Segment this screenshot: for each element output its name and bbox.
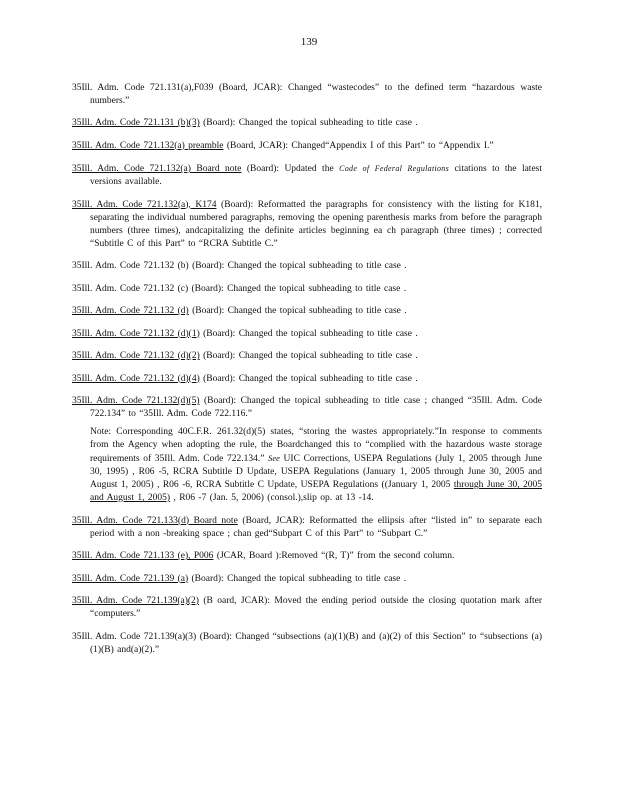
entry-text: (Board, JCAR): Reformatted the ellipsis after “listed in” to separate each period with a non -breaking space ; chan ged“Subpart C of this Part” to “Subpart C.” — [90, 515, 542, 539]
see-signal: See — [268, 453, 280, 463]
note-text: Note: Corresponding 40C.F.R. 261.32(d)(5) states, “storing the wastes appropriately.”In response to comments from the Agency when adopting the rule, the Boardchanged this to “complied with the hazardous waste storage requirements of 35Ill. Adm. Code 722.134.” — [90, 427, 542, 464]
list-item — [72, 595, 542, 621]
entry-text: (Board, JCAR): Changed “wastecodes” to the defined term “hazardous waste numbers.” — [90, 82, 542, 106]
citation: 35Ill. Adm. Code 721.132 (c) — [72, 283, 189, 294]
list-item — [72, 305, 542, 318]
citation: 35Ill. Adm. Code 721.132 (d) — [72, 306, 189, 316]
list-item — [72, 573, 542, 586]
page-number: 139 — [300, 36, 318, 48]
entry-text: citations to the latest versions available. — [90, 164, 542, 187]
citation: 35Ill. Adm. Code 721.133 (e), P006 — [72, 551, 214, 561]
list-item — [72, 395, 542, 421]
list-item — [72, 631, 542, 657]
citation: 35Ill. Adm. Code 721.132 (d)(1) — [72, 328, 200, 339]
citation: 35Ill. Adm. Code 721.132(a), K174 — [72, 199, 217, 210]
entry-text: (Board): Changed the topical subheading to title case . — [188, 261, 407, 271]
entry-text: (Board): Changed the topical subheading to title case . — [199, 373, 418, 384]
entry-text: (Board): Reformatted the paragraphs for consistency with the listing for K181, separating the individual numbered paragraphs, removing the opening parenthesis marks from before the paragraph numbers (three times), andcapitalizing the definite articles beginning ea ch paragraph (three times) ; corrected “Subtitle C of this Part” to “RCRA Subtitle C.” — [90, 199, 542, 249]
citation: 35Ill. Adm. Code 721.132 (b) — [72, 261, 189, 271]
citation: 35Ill. Adm. Code 721.131 (b)(3) — [72, 118, 200, 128]
list-item — [72, 283, 542, 296]
list-item — [72, 117, 542, 130]
note-paragraph — [90, 426, 542, 505]
list-item — [72, 515, 542, 541]
note-text: , R06 -7 (Jan. 5, 2006) (consol.),slip op. at 13 -14. — [170, 493, 374, 503]
citation: 35Ill. Adm. Code 721.132 (d)(4) — [72, 373, 200, 384]
entry-text: (JCAR, Board ):Removed “(R, T)” from the second column. — [213, 551, 455, 561]
citation: 35Ill. Adm. Code 721.139(a)(2) — [72, 596, 199, 606]
note-text: UIC Corrections, USEPA Regulations (July 1, 2005 through June 30, 1995) , R06 -5, RCRA Subtitle D Update, USEPA Regulations (January 1, 2005 through June 30, 2005 and August 1, 2005) , R06 -6, RCRA Subtitle C Update, USEPA Regulations ((January 1, 2005 — [90, 454, 542, 490]
entry-text: (Board, JCAR): Changed“Appendix I of this Part” to “Appendix I.” — [223, 140, 494, 151]
citation: 35Ill. Adm. Code 721.132(a) Board note — [72, 164, 242, 174]
change-log — [72, 72, 542, 664]
entry-text: (Board): Updated the — [241, 164, 340, 174]
list-item — [72, 199, 542, 251]
entry-text: (Board): Changed the topical subheading to title case . — [188, 306, 407, 316]
note-underlined-text: through June 30, 2005 and August 1, 2005) — [90, 480, 543, 503]
entry-text: (Board): Changed the topical subheading to title case ; changed “35Ill. Adm. Code 722.134” to “35Ill. Adm. Code 722.116.” — [90, 396, 542, 419]
entry-text: (Board): Changed “subsections (a)(1)(B) and (a)(2) of this Section” to “subsections (a)(1)(B) and(a)(2).” — [90, 631, 543, 655]
entry-text: (Board): Changed the topical subheading to title case . — [188, 573, 407, 584]
list-item — [72, 260, 542, 273]
entry-text: (Board): Changed the topical subheading to title case . — [199, 118, 418, 128]
citation: 35Ill. Adm. Code 721.131(a),F039 — [72, 82, 214, 93]
citation: 35Ill. Adm. Code 721.139 (a) — [72, 573, 189, 584]
list-item — [72, 350, 542, 363]
citation: 35Ill. Adm. Code 721.132(d)(5) — [72, 396, 200, 406]
italic-title: Code of Federal Regulations — [339, 164, 450, 173]
entry-text: (Board): Changed the topical subheading to title case . — [199, 351, 418, 361]
list-item — [72, 373, 542, 386]
entry-text: (Board): Changed the topical subheading to title case . — [188, 283, 407, 294]
list-item — [72, 328, 542, 341]
list-item — [72, 162, 542, 189]
citation: 35Ill. Adm. Code 721.133(d) Board note — [72, 515, 238, 526]
citation: 35Ill. Adm. Code 721.132 (d)(2) — [72, 351, 200, 361]
entry-text: (B oard, JCAR): Moved the ending period outside the closing quotation mark after “computers.” — [90, 596, 543, 619]
citation: 35Ill. Adm. Code 721.139(a)(3) — [72, 631, 197, 642]
entry-text: (Board): Changed the topical subheading to title case . — [199, 328, 418, 339]
list-item — [72, 550, 542, 563]
list-item — [72, 82, 542, 108]
citation: 35Ill. Adm. Code 721.132(a) preamble — [72, 140, 224, 151]
list-item — [72, 140, 542, 153]
